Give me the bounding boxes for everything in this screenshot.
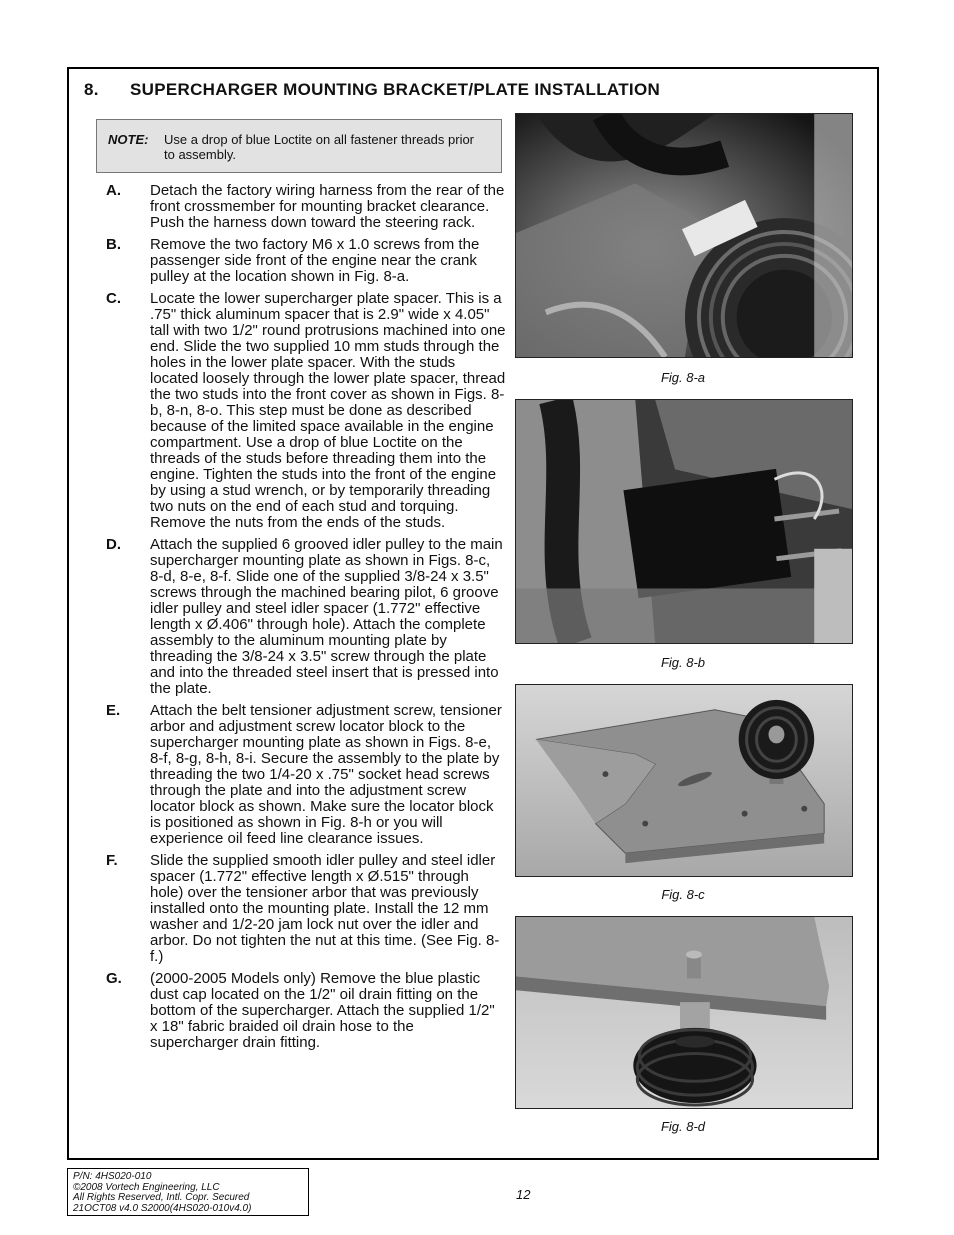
page-number: 12 xyxy=(516,1187,531,1202)
step-text: Attach the belt tensioner adjustment screw, tensioner arbor and adjustment screw locator block to the supercharger mounting plate as shown in Figs. 8-e, 8-f, 8-g, 8-h, 8-i. Secure the assembly to the plate by threading the two 1/4-20 x .75" socket head screws through the plate and into the adjustment screw locator block as shown. Make sure the locator block is positioned as shown in Fig. 8-h or you will experience oil feed line clearance issues. xyxy=(150,702,502,847)
footer-line: 21OCT08 v4.0 S2000(4HS020-010v4.0) xyxy=(73,1202,252,1214)
step-text: (2000-2005 Models only) Remove the blue plastic dust cap located on the 1/2" oil drain fitting on the bottom of the supercharger. Attach the supplied 1/2" x 18" fabric braided oil drain hose to the supercharger drain fitting. xyxy=(150,970,495,1051)
step-text: Detach the factory wiring harness from the rear of the front crossmember for mounting bracket clearance. Push the harness down toward the steering rack. xyxy=(150,182,505,231)
step-letter: E. xyxy=(106,702,121,719)
figure-8c-photo xyxy=(515,684,853,877)
step-letter: G. xyxy=(106,970,122,987)
footer-part-info xyxy=(67,1168,309,1216)
step-c xyxy=(106,291,506,531)
step-letter: C. xyxy=(106,290,121,307)
note-label: NOTE: xyxy=(108,132,149,147)
figure-8a-caption: Fig. 8-a xyxy=(660,370,706,385)
step-text: Remove the two factory M6 x 1.0 screws from the passenger side front of the engine near the crank pulley at the location shown in Fig. 8-a. xyxy=(150,236,480,285)
figure-8d-caption: Fig. 8-d xyxy=(660,1119,706,1134)
step-letter: D. xyxy=(106,536,121,553)
step-d xyxy=(106,537,506,697)
step-b xyxy=(106,237,506,285)
step-e xyxy=(106,703,506,847)
step-list xyxy=(106,183,506,1057)
section-heading xyxy=(84,80,660,100)
step-g xyxy=(106,971,506,1051)
step-text: Attach the supplied 6 grooved idler pulley to the main supercharger mounting plate as shown in Figs. 8-c, 8-d, 8-e, 8-f. Slide one of the supplied 3/8-24 x 3.5" screws through the machined bearing pilot, 6 groove idler pulley and steel idler spacer (1.772" effective length x Ø.406" through hole). Attach the complete assembly to the aluminum mounting plate by threading the 3/8-24 x 3.5" screw through the plate and into the threaded steel insert that is pressed into the plate. xyxy=(150,536,503,697)
figure-8b-photo xyxy=(515,399,853,644)
step-f xyxy=(106,853,506,965)
step-letter: B. xyxy=(106,236,121,253)
step-letter: F. xyxy=(106,852,118,869)
note-box xyxy=(96,119,502,173)
step-letter: A. xyxy=(106,182,121,199)
figure-8a-photo xyxy=(515,113,853,358)
footer-line: All Rights Reserved, Intl. Copr. Secured xyxy=(73,1192,250,1203)
step-text: Slide the supplied smooth idler pulley and steel idler spacer (1.772" effective length x Ø.515" through hole) over the tensioner arbor that was previously installed onto the mounting plate. Install the 12 mm washer and 1/2-20 jam lock nut over the idler and arbor. Do not tighten the nut at this time. (See Fig. 8-f.) xyxy=(150,852,500,965)
note-text: Use a drop of blue Loctite on all fastener threads prior to assembly. xyxy=(164,132,475,162)
section-number: 8. xyxy=(84,80,99,99)
figure-8b-caption: Fig. 8-b xyxy=(660,655,706,670)
figure-8c-caption: Fig. 8-c xyxy=(661,887,705,902)
step-text: Locate the lower supercharger plate spacer. This is a .75" thick aluminum spacer that is 2.9" wide x 4.05" tall with two 1/2" round protrusions machined into one end. Slide the two supplied 10 mm studs through the holes in the lower plate spacer. With the studs located loosely through the lower plate spacer, thread the two studs into the front cover as shown in Figs. 8-b, 8-n, 8-o. This step must be done as described because of the limited space available in the engine compartment. Use a drop of blue Loctite on the threads of the studs before threading them into the engine. Tighten the studs into the front of the engine by using a stud wrench, or by temporarily threading two nuts on the end of each stud and torquing. Remove the nuts from the ends of the studs. xyxy=(150,290,506,531)
figure-8d-photo xyxy=(515,916,853,1109)
step-a xyxy=(106,183,506,231)
footer-line: P/N: 4HS020-010 xyxy=(73,1171,152,1182)
section-title: SUPERCHARGER MOUNTING BRACKET/PLATE INSTALLATION xyxy=(130,80,661,99)
footer-line: ©2008 Vortech Engineering, LLC xyxy=(73,1181,220,1193)
